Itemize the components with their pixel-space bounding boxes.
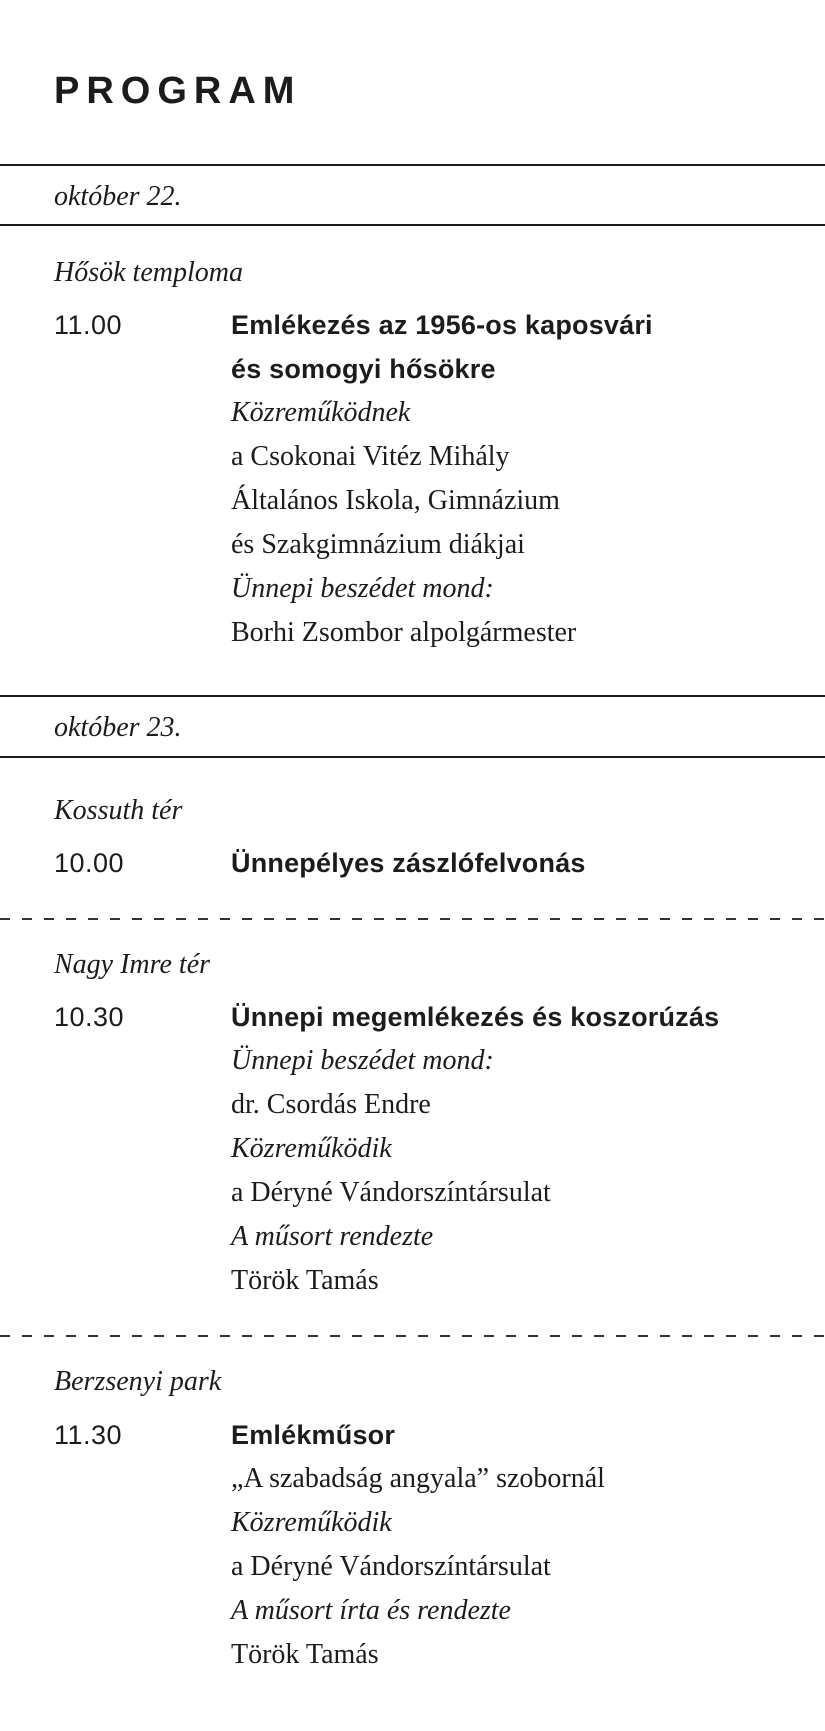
role-label: Ünnepi beszédet mond: [231,573,494,604]
participant-line: a Déryné Vándorszíntársulat [231,1177,551,1208]
day-date: október 22. [54,181,182,212]
speaker-name: Borhi Zsombor alpolgármester [231,617,577,648]
dashed-divider [0,918,825,920]
dashed-divider [0,1335,825,1337]
event-time: 10.00 [54,848,125,878]
event-venue: Nagy Imre tér [54,949,211,980]
director-name: Török Tamás [231,1265,379,1296]
event-time: 10.30 [54,1002,125,1032]
location-line: „A szabadság angyala” szobornál [231,1463,605,1494]
event-title-line: Ünnepélyes zászlófelvonás [231,848,586,878]
director-name: Török Tamás [231,1639,379,1670]
event-details [231,841,821,885]
divider [0,695,825,697]
role-label: Közreműködik [231,1133,392,1164]
event-venue: Kossuth tér [54,795,183,826]
event-title-line: és somogyi hősökre [231,354,496,384]
role-label: Ünnepi beszédet mond: [231,1045,494,1076]
role-label: A műsort rendezte [231,1221,434,1252]
divider [0,164,825,166]
page-title: PROGRAM [54,70,302,112]
event-title-line: Ünnepi megemlékezés és koszorúzás [231,1002,720,1032]
event-venue: Berzsenyi park [54,1366,222,1397]
divider [0,756,825,758]
event-title-line: Emlékezés az 1956-os kaposvári [231,310,653,340]
event-details [231,995,821,1303]
day-date: október 23. [54,712,182,743]
participant-line: a Déryné Vándorszíntársulat [231,1551,551,1582]
role-label: A műsort írta és rendezte [231,1595,511,1626]
divider [0,224,825,226]
participant-line: Általános Iskola, Gimnázium [231,485,560,516]
event-time: 11.30 [54,1420,123,1450]
event-details [231,1413,821,1677]
event-time: 11.00 [54,310,123,340]
speaker-name: dr. Csordás Endre [231,1089,431,1120]
role-label: Közreműködik [231,1507,392,1538]
participant-line: és Szakgimnázium diákjai [231,529,525,560]
event-title-line: Emlékműsor [231,1420,396,1450]
event-details [231,303,821,655]
participant-line: a Csokonai Vitéz Mihály [231,441,510,472]
event-venue: Hősök temploma [54,257,243,288]
role-label: Közreműködnek [231,397,411,428]
